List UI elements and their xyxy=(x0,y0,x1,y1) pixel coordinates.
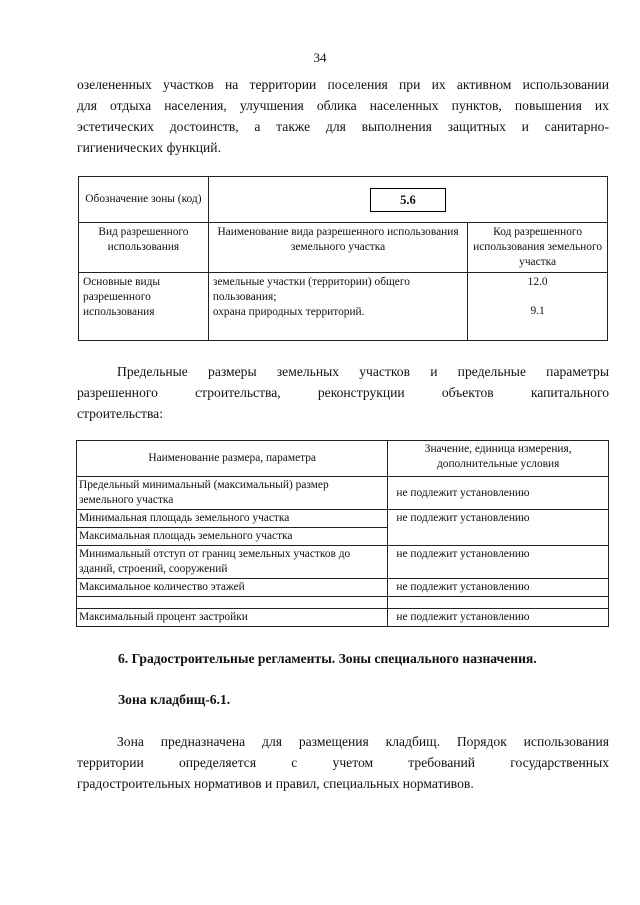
param-value: не подлежит установлению xyxy=(388,477,609,510)
param-value: не подлежит установлению xyxy=(388,609,609,627)
params-header-value: Значение, единица измерения, дополнительные условия xyxy=(388,441,609,477)
param-value: не подлежит установлению xyxy=(388,546,609,579)
param-name: Минимальная площадь земельного участка xyxy=(77,510,388,528)
param-value: не подлежит установлению xyxy=(388,510,609,546)
use-code-2: 9.1 xyxy=(530,305,545,317)
final-line: градостроительных нормативов и правил, специальных нормативов. xyxy=(77,776,474,791)
param-name: Максимальное количество этажей xyxy=(77,579,388,597)
page-number: 34 xyxy=(313,50,327,65)
final-line: Зона предназначена для размещения кладбищ. Порядок использования xyxy=(117,734,609,749)
section-heading: 6. Градостроительные регламенты. Зоны специального назначения. xyxy=(118,651,537,666)
use-name-1: земельные участки (территории) общего пользования; xyxy=(212,276,410,303)
param-value: не подлежит установлению xyxy=(388,579,609,597)
intro-line: гигиенических функций. xyxy=(77,140,221,155)
param-name: Предельный минимальный (максимальный) размер земельного участка xyxy=(77,477,388,510)
params-header-name: Наименование размера, параметра xyxy=(77,441,388,477)
use-name-2: охрана природных территорий. xyxy=(212,306,365,318)
param-name: Минимальный отступ от границ земельных участков до зданий, строений, сооружений xyxy=(77,546,388,579)
intro-line: для отдыха населения, улучшения облика населенных пунктов, повышения их xyxy=(77,98,609,113)
zone-heading: Зона кладбищ-6.1. xyxy=(118,692,231,707)
intro-paragraph xyxy=(77,74,609,158)
params-intro-line: разрешенного строительства, реконструкции объектов капитального xyxy=(77,385,609,400)
col-header-code: Код разрешенного использования земельного участка xyxy=(468,223,608,273)
col-header-name: Наименование вида разрешенного использования земельного участка xyxy=(208,223,467,273)
zone-table xyxy=(78,176,608,341)
use-code-1: 12.0 xyxy=(527,276,548,288)
param-name: Максимальный процент застройки xyxy=(77,609,388,627)
intro-line: эстетических достоинств, а также для выполнения защитных и санитарно- xyxy=(77,119,609,134)
params-table xyxy=(76,440,609,627)
final-paragraph xyxy=(77,731,609,794)
zone-code-cell xyxy=(208,177,607,223)
params-intro-paragraph xyxy=(77,361,609,424)
final-line: территории определяется с учетом требований государственных xyxy=(77,755,609,770)
intro-line: озелененных участков на территории поселения при их активном использовании xyxy=(77,77,609,92)
param-name: Максимальная площадь земельного участка xyxy=(77,528,388,546)
zone-designation-label: Обозначение зоны (код) xyxy=(79,177,209,223)
row-use-names xyxy=(208,273,467,341)
params-intro-line: строительства: xyxy=(77,406,163,421)
zone-code-box: 5.6 xyxy=(370,188,446,212)
col-header-use-type: Вид разрешенного использования xyxy=(79,223,209,273)
row-use-codes xyxy=(468,273,608,341)
row-label-main-uses: Основные виды разрешенного использования xyxy=(79,273,209,341)
params-intro-line: Предельные размеры земельных участков и предельные параметры xyxy=(117,364,609,379)
